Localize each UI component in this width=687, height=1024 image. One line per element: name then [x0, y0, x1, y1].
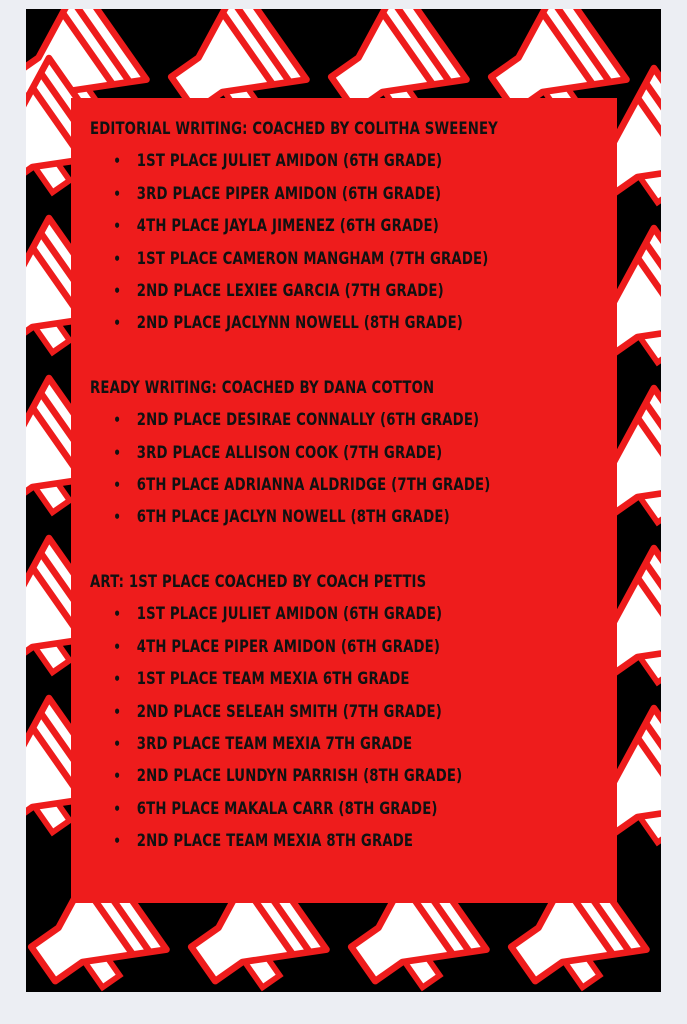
award-item: [90, 793, 511, 825]
bullet-icon: •: [113, 282, 122, 301]
bullet-icon: •: [113, 605, 122, 624]
award-section: [90, 566, 511, 858]
section-heading: READY WRITING: COACHED BY DANA COTTON: [90, 377, 435, 398]
bullet-icon: •: [113, 637, 122, 656]
award-text: 6TH PLACE MAKALA CARR (8TH GRADE): [136, 798, 438, 819]
award-item: [90, 469, 511, 501]
award-item: [90, 145, 511, 177]
award-text: 2ND PLACE LEXIEE GARCIA (7TH GRADE): [136, 281, 444, 302]
bullet-icon: •: [113, 702, 122, 721]
award-text: 3RD PLACE TEAM MEXIA 7TH GRADE: [136, 733, 413, 754]
award-text: 2ND PLACE TEAM MEXIA 8TH GRADE: [136, 831, 414, 852]
award-item: [90, 210, 511, 242]
award-list: [90, 404, 511, 534]
award-text: 4TH PLACE PIPER AMIDON (6TH GRADE): [136, 636, 441, 657]
awards-list: [90, 113, 511, 858]
award-text: 2ND PLACE SELEAH SMITH (7TH GRADE): [136, 701, 442, 722]
award-text: 2ND PLACE LUNDYN PARRISH (8TH GRADE): [136, 766, 463, 787]
award-item: [90, 631, 511, 663]
award-list: [90, 598, 511, 857]
bullet-icon: •: [113, 832, 122, 851]
award-item: [90, 404, 511, 436]
award-text: 3RD PLACE PIPER AMIDON (6TH GRADE): [136, 183, 442, 204]
bullet-icon: •: [113, 249, 122, 268]
award-text: 1ST PLACE CAMERON MANGHAM (7TH GRADE): [136, 248, 489, 269]
bullet-icon: •: [113, 217, 122, 236]
award-item: [90, 243, 511, 275]
award-text: 2ND PLACE DESIRAE CONNALLY (6TH GRADE): [136, 410, 480, 431]
award-item: [90, 178, 511, 210]
award-text: 6TH PLACE JACLYN NOWELL (8TH GRADE): [136, 507, 450, 528]
award-text: 2ND PLACE JACLYNN NOWELL (8TH GRADE): [136, 313, 464, 334]
award-item: [90, 825, 511, 857]
award-text: 4TH PLACE JAYLA JIMENEZ (6TH GRADE): [136, 216, 439, 237]
award-text: 1ST PLACE TEAM MEXIA 6TH GRADE: [136, 669, 410, 690]
award-section: [90, 113, 511, 340]
section-heading: EDITORIAL WRITING: COACHED BY COLITHA SWEENEY: [90, 119, 498, 139]
poster: [26, 9, 661, 992]
award-item: [90, 663, 511, 695]
bullet-icon: •: [113, 476, 122, 495]
bullet-icon: •: [113, 508, 122, 527]
award-section: [90, 372, 511, 534]
bullet-icon: •: [113, 152, 122, 171]
award-text: 6TH PLACE ADRIANNA ALDRIDGE (7TH GRADE): [136, 475, 491, 496]
award-text: 1ST PLACE JULIET AMIDON (6TH GRADE): [136, 151, 443, 172]
award-item: [90, 760, 511, 792]
award-item: [90, 501, 511, 533]
award-item: [90, 275, 511, 307]
award-text: 1ST PLACE JULIET AMIDON (6TH GRADE): [136, 604, 443, 625]
bullet-icon: •: [113, 670, 122, 689]
award-item: [90, 696, 511, 728]
section-heading: ART: 1ST PLACE COACHED BY COACH PETTIS: [90, 571, 427, 592]
bullet-icon: •: [113, 411, 122, 430]
bullet-icon: •: [113, 184, 122, 203]
award-item: [90, 437, 511, 469]
bullet-icon: •: [113, 767, 122, 786]
award-list: [90, 145, 511, 339]
bullet-icon: •: [113, 314, 122, 333]
award-item: [90, 728, 511, 760]
bullet-icon: •: [113, 799, 122, 818]
award-item: [90, 307, 511, 339]
award-text: 3RD PLACE ALLISON COOK (7TH GRADE): [136, 442, 443, 463]
bullet-icon: •: [113, 734, 122, 753]
award-item: [90, 598, 511, 630]
bullet-icon: •: [113, 443, 122, 462]
